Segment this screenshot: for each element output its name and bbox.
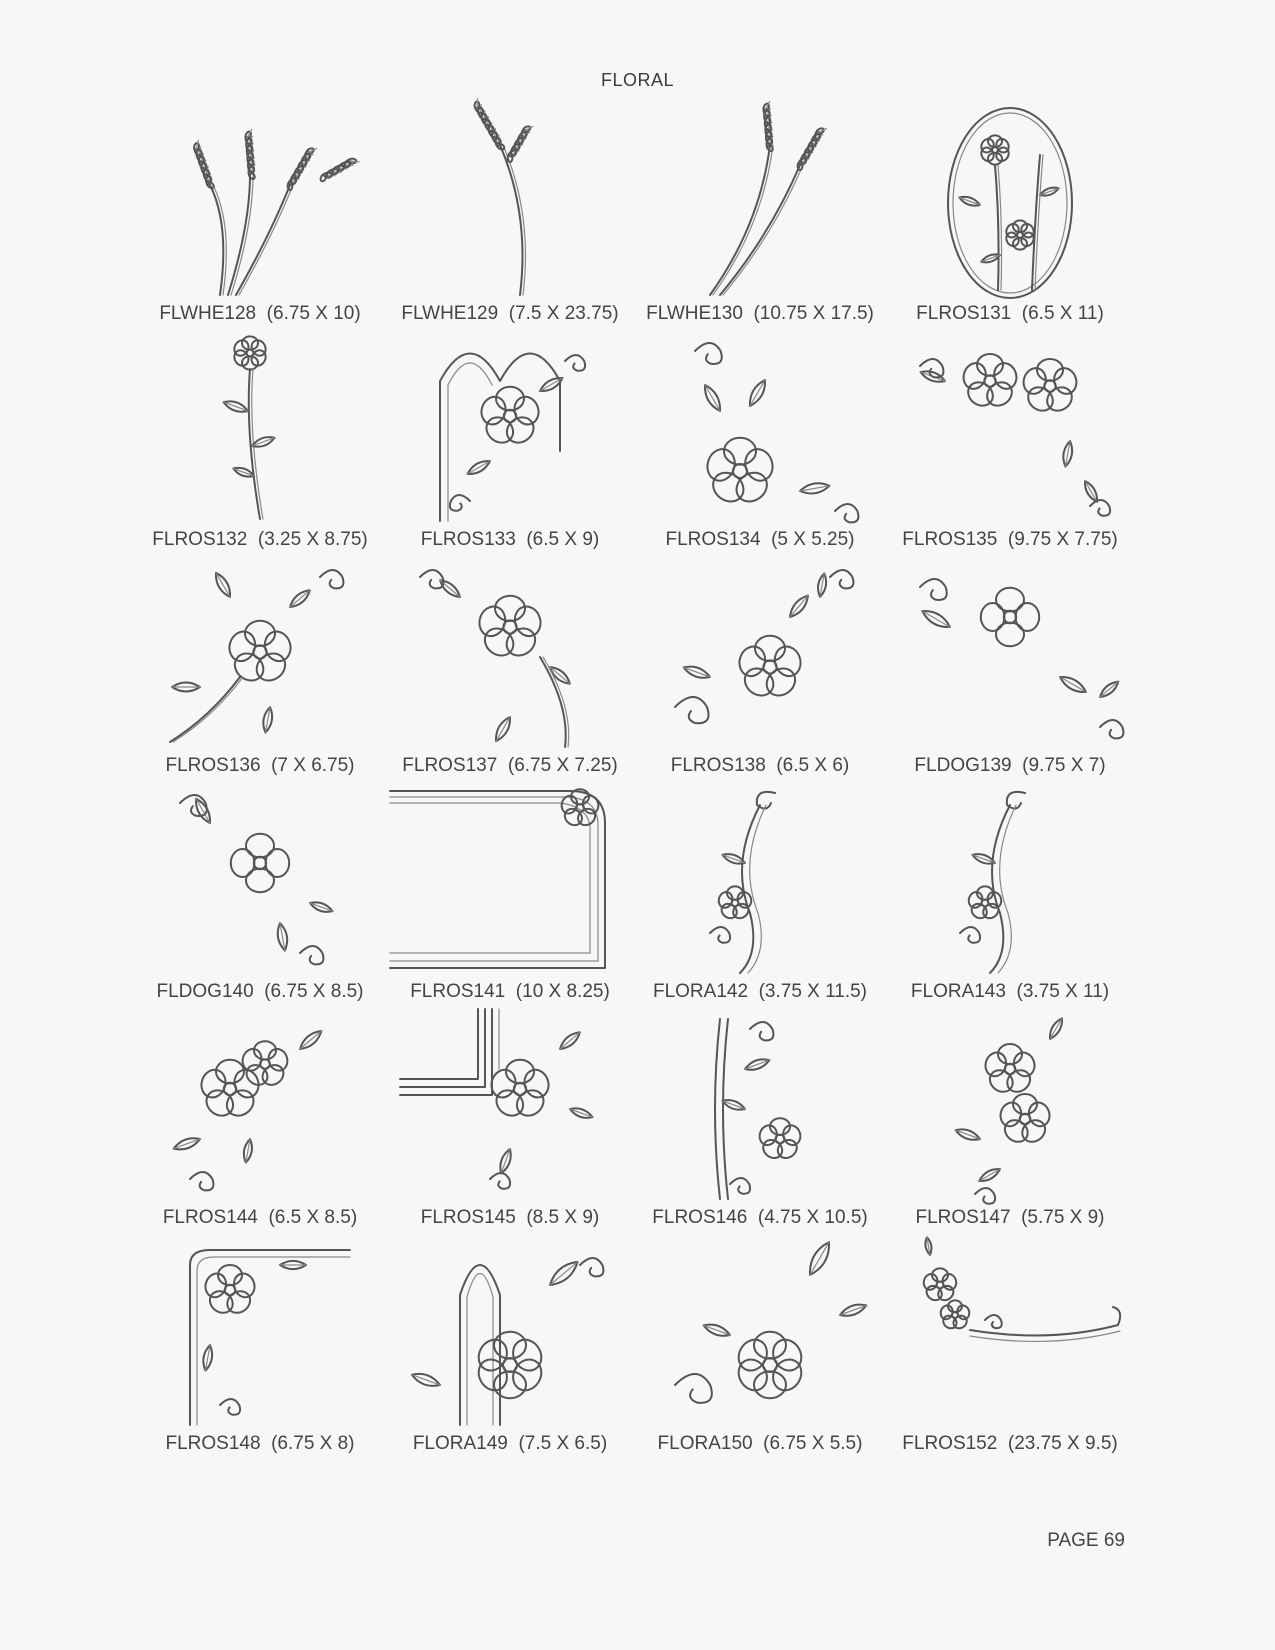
item-size: (3.25 X 8.75)	[257, 529, 368, 550]
page-number: PAGE 69	[1047, 1530, 1125, 1551]
item-code: FLROS137	[402, 755, 498, 776]
item-code: FLROS148	[165, 1433, 261, 1454]
item-size: (7.5 X 23.75)	[508, 303, 619, 324]
item-size: (6.5 X 6)	[776, 755, 850, 776]
item-code: FLORA149	[412, 1433, 508, 1454]
catalog-item	[885, 105, 1135, 331]
item-code: FLORA142	[652, 981, 749, 1002]
wheat-stalks-icon	[650, 105, 870, 301]
item-size: (3.75 X 11.5)	[758, 981, 868, 1002]
catalog-item	[385, 331, 635, 557]
item-label	[885, 303, 1135, 325]
page-title: FLORAL	[600, 70, 675, 90]
item-label	[885, 755, 1135, 777]
catalog-item	[635, 331, 885, 557]
catalog-item	[135, 1009, 385, 1235]
item-label	[135, 1207, 385, 1229]
item-label	[635, 303, 885, 325]
item-size: (10 X 8.25)	[515, 981, 610, 1002]
item-code: FLROS132	[152, 529, 248, 550]
oval-roses-icon	[900, 105, 1120, 301]
catalog-item	[635, 557, 885, 783]
item-size: (8.5 X 9)	[526, 1207, 600, 1228]
wheat-stalk-icon	[400, 105, 620, 301]
item-size: (6.75 X 5.5)	[763, 1433, 863, 1454]
item-label	[135, 755, 385, 777]
catalog-item	[135, 557, 385, 783]
catalog-item	[635, 105, 885, 331]
item-code: FLROS141	[410, 981, 506, 1002]
item-label	[135, 529, 385, 551]
catalog-item	[135, 331, 385, 557]
item-label	[635, 755, 885, 777]
item-code: FLROS144	[162, 1207, 258, 1228]
dogwood-spray-icon	[900, 557, 1120, 753]
item-code: FLWHE129	[401, 303, 499, 324]
item-size: (6.5 X 8.5)	[268, 1207, 358, 1228]
item-label	[135, 981, 385, 1003]
item-code: FLDOG140	[156, 981, 254, 1002]
item-code: FLWHE128	[159, 303, 257, 324]
lily-scroll-icon	[650, 1235, 870, 1431]
catalog-item	[885, 783, 1135, 1009]
item-code: FLROS152	[902, 1433, 998, 1454]
item-label	[385, 529, 635, 551]
item-size: (5.75 X 9)	[1021, 1207, 1105, 1228]
wheat-bundle-icon	[150, 105, 370, 301]
item-size: (6.5 X 9)	[526, 529, 600, 550]
item-code: FLDOG139	[914, 755, 1012, 776]
diagonal-rose-spray-icon	[150, 557, 370, 753]
arch-lily-icon	[400, 1235, 620, 1431]
item-code: FLROS134	[665, 529, 761, 550]
item-label	[385, 755, 635, 777]
item-code: FLROS131	[916, 303, 1012, 324]
item-code: FLROS135	[902, 529, 998, 550]
item-code: FLROS136	[165, 755, 261, 776]
catalog-item	[885, 1235, 1135, 1461]
catalog-item	[385, 1009, 635, 1235]
item-size: (6.75 X 7.25)	[507, 755, 618, 776]
item-size: (7 X 6.75)	[271, 755, 355, 776]
rose-column-icon	[650, 1009, 870, 1205]
rose-border-icon	[900, 1235, 1120, 1431]
item-label	[635, 981, 885, 1003]
item-label	[635, 1433, 885, 1455]
item-code: FLROS147	[915, 1207, 1011, 1228]
item-size: (6.5 X 11)	[1021, 303, 1104, 324]
item-code: FLROS138	[670, 755, 766, 776]
item-code: FLORA150	[657, 1433, 753, 1454]
catalog-item	[385, 1235, 635, 1461]
rose-cluster-icon	[150, 1009, 370, 1205]
item-code: FLROS133	[420, 529, 516, 550]
catalog-item	[885, 557, 1135, 783]
item-label	[635, 1207, 885, 1229]
catalog-item	[385, 105, 635, 331]
item-size: (23.75 X 9.5)	[1007, 1433, 1118, 1454]
item-size: (3.75 X 11)	[1016, 981, 1110, 1002]
gothic-arch-rose-icon	[400, 331, 620, 527]
item-label	[885, 981, 1135, 1003]
panel-rose-frame-icon	[400, 783, 620, 979]
scroll-flower-icon	[900, 783, 1120, 979]
catalog-item	[635, 1235, 885, 1461]
scroll-flower-icon	[650, 783, 870, 979]
item-label	[385, 981, 635, 1003]
item-code: FLROS145	[420, 1207, 516, 1228]
item-label	[885, 1207, 1135, 1229]
rose-spray-icon	[400, 557, 620, 753]
item-label	[385, 303, 635, 325]
item-label	[635, 529, 885, 551]
item-size: (6.75 X 10)	[266, 303, 361, 324]
item-size: (6.75 X 8.5)	[264, 981, 364, 1002]
catalog-item	[135, 1235, 385, 1461]
catalog-item	[385, 557, 635, 783]
item-label	[885, 1433, 1135, 1455]
item-label	[385, 1433, 635, 1455]
corner-rose-spray-icon	[900, 331, 1120, 527]
item-code: FLROS146	[652, 1207, 748, 1228]
item-label	[385, 1207, 635, 1229]
item-size: (9.75 X 7)	[1022, 755, 1106, 776]
catalog-item	[885, 1009, 1135, 1235]
item-label	[885, 529, 1135, 551]
corner-rose-icon	[650, 331, 870, 527]
catalog-item	[885, 331, 1135, 557]
item-code: FLWHE130	[646, 303, 743, 324]
rose-scroll-spray-icon	[650, 557, 870, 753]
item-label	[135, 303, 385, 325]
item-size: (5 X 5.25)	[771, 529, 855, 550]
item-label	[135, 1433, 385, 1455]
catalog-item	[135, 105, 385, 331]
catalog-item	[635, 1009, 885, 1235]
item-size: (4.75 X 10.5)	[757, 1207, 868, 1228]
rose-vertical-spray-icon	[900, 1009, 1120, 1205]
catalog-item	[635, 783, 885, 1009]
catalog-item	[135, 783, 385, 1009]
dogwood-branch-icon	[150, 783, 370, 979]
corner-rose-bracket-icon	[150, 1235, 370, 1431]
item-size: (7.5 X 6.5)	[518, 1433, 608, 1454]
item-size: (6.75 X 8)	[271, 1433, 355, 1454]
rose-line-frame-icon	[400, 1009, 620, 1205]
long-stem-rose-icon	[150, 331, 370, 527]
catalog-item	[385, 783, 635, 1009]
item-size: (9.75 X 7.75)	[1007, 529, 1118, 550]
item-size: (10.75 X 17.5)	[753, 303, 874, 324]
item-code: FLORA143	[910, 981, 1006, 1002]
